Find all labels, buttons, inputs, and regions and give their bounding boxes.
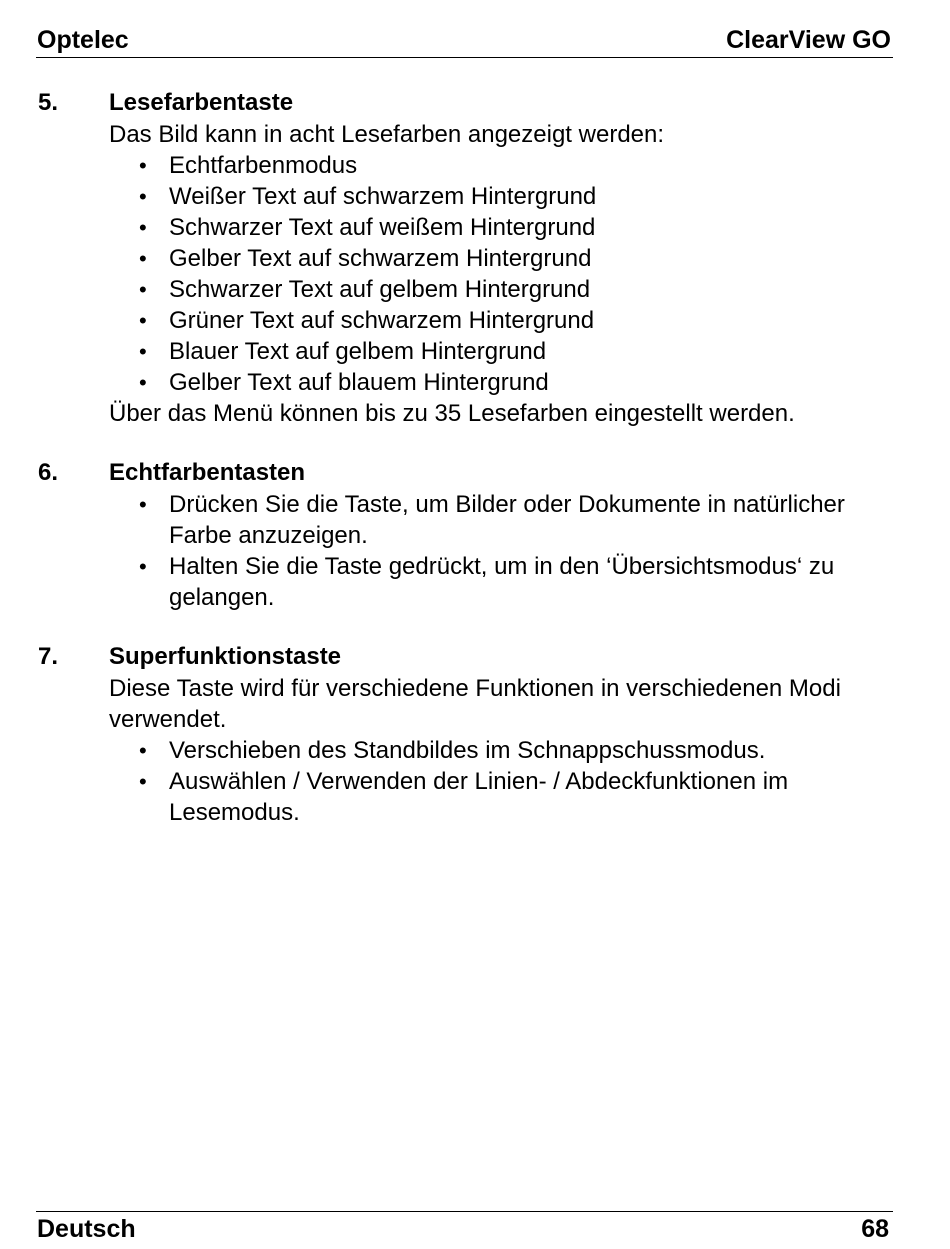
page-content <box>38 87 898 856</box>
header-product: ClearView GO <box>726 26 891 54</box>
bullet-icon: • <box>139 738 147 763</box>
bullet-icon: • <box>139 339 147 364</box>
section-heading <box>38 641 898 673</box>
list-item: • Gelber Text auf blauem Hintergrund <box>139 369 549 396</box>
list-item: • Halten Sie die Taste gedrückt, um in den ‘Übersichtsmodus‘ zu gelangen. <box>139 553 835 611</box>
bullet-icon: • <box>139 277 147 302</box>
section-title: Superfunktionstaste <box>109 643 342 670</box>
list-item: • Auswählen / Verwenden der Linien- / Abdeckfunktionen im Lesemodus. <box>139 768 789 826</box>
page-number: 68 <box>861 1215 889 1243</box>
list-item: • Blauer Text auf gelbem Hintergrund <box>139 338 547 365</box>
bullet-icon: • <box>139 308 147 333</box>
section-number: 5. <box>38 89 59 116</box>
list-item: • Verschieben des Standbildes im Schnappschussmodus. <box>139 737 766 764</box>
bullet-icon: • <box>139 554 147 579</box>
section-superfunktionstaste <box>38 641 898 828</box>
bullet-icon: • <box>139 184 147 209</box>
section-intro: Das Bild kann in acht Lesefarben angezeigt werden: <box>109 121 665 148</box>
section-echtfarbentasten <box>38 457 898 613</box>
bullet-list <box>38 735 898 828</box>
list-item: • Schwarzer Text auf weißem Hintergrund <box>139 214 596 241</box>
section-outro: Über das Menü können bis zu 35 Lesefarben eingestellt werden. <box>109 400 795 427</box>
header-brand: Optelec <box>37 26 129 54</box>
section-heading <box>38 457 898 489</box>
list-item: • Grüner Text auf schwarzem Hintergrund <box>139 307 595 334</box>
section-lesefarbentaste <box>38 87 898 429</box>
section-intro: Diese Taste wird für verschiedene Funktionen in verschiedenen Modi verwendet. <box>109 675 841 733</box>
footer-language: Deutsch <box>37 1215 136 1243</box>
bullet-icon: • <box>139 215 147 240</box>
list-item: • Gelber Text auf schwarzem Hintergrund <box>139 245 592 272</box>
bullet-icon: • <box>139 370 147 395</box>
list-item: • Drücken Sie die Taste, um Bilder oder Dokumente in natürlicher Farbe anzuzeigen. <box>139 491 845 549</box>
bullet-list <box>38 489 898 613</box>
section-heading <box>38 87 898 119</box>
page-header <box>36 22 893 58</box>
bullet-icon: • <box>139 492 147 517</box>
section-number: 7. <box>38 643 59 670</box>
bullet-icon: • <box>139 246 147 271</box>
bullet-icon: • <box>139 769 147 794</box>
list-item: • Schwarzer Text auf gelbem Hintergrund <box>139 276 591 303</box>
list-item: • Weißer Text auf schwarzem Hintergrund <box>139 183 597 210</box>
bullet-icon: • <box>139 153 147 178</box>
section-number: 6. <box>38 459 59 486</box>
bullet-list <box>38 150 898 398</box>
section-title: Lesefarbentaste <box>109 89 294 116</box>
section-title: Echtfarbentasten <box>109 459 306 486</box>
list-item: • Echtfarbenmodus <box>139 152 358 179</box>
page-footer <box>36 1211 893 1249</box>
